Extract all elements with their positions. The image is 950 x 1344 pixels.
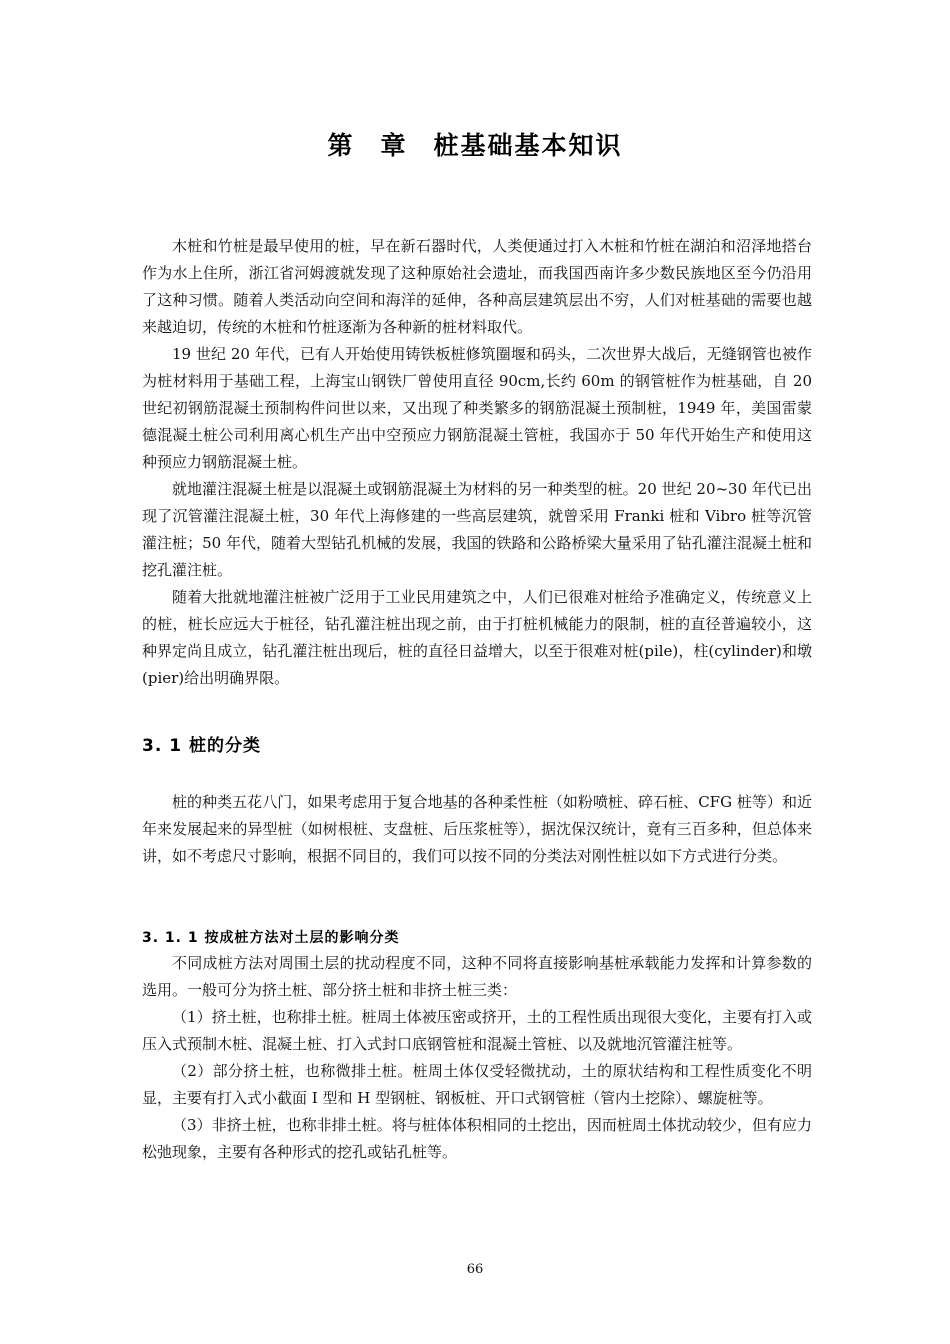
- chapter-label-suffix: 章: [380, 131, 408, 160]
- subsection-title: 按成桩方法对土层的影响分类: [204, 930, 400, 946]
- intro-paragraph: 随着大批就地灌注桩被广泛用于工业民用建筑之中，人们已很难对桩给予准确定义，传统意义上的桩，桩长应远大于桩径，钻孔灌注桩出现之前，由于打桩机械能力的限制，桩的直径普遍较小，这种界定尚且成立，钻孔灌注桩出现后，桩的直径日益增大，以至于很难对桩(pile)，柱(cylinder)和墩(pier)给出明确界限。: [142, 588, 812, 687]
- section-3-1-1-body: [142, 950, 812, 1166]
- subsection-paragraph: （3）非挤土桩，也称非排土桩。将与桩体体积相同的土挖出，因而桩周土体扰动较少，但有应力松弛现象，主要有各种形式的挖孔或钻孔桩等。: [142, 1116, 812, 1161]
- page-number: 66: [466, 1262, 484, 1277]
- section-heading-3-1: [142, 731, 261, 756]
- subsection-number: 3. 1. 1: [142, 930, 199, 946]
- intro-body: [142, 233, 812, 692]
- chapter-title: [0, 126, 950, 162]
- intro-paragraph: 木桩和竹桩是最早使用的桩，早在新石器时代，人类便通过打入木桩和竹桩在湖泊和沼泽地搭台作为水上住所，浙江省河姆渡就发现了这种原始社会遗址，而我国西南许多少数民族地区至今仍沿用了这种习惯。随着人类活动向空间和海洋的延伸，各种高层建筑层出不穷，人们对桩基础的需要也越来越迫切，传统的木桩和竹桩逐渐为各种新的桩材料取代。: [142, 237, 812, 336]
- section-title: 桩的分类: [188, 736, 261, 756]
- section-paragraph: 桩的种类五花八门，如果考虑用于复合地基的各种柔性桩（如粉喷桩、碎石桩、CFG 桩等）和近年来发展起来的异型桩（如树根桩、支盘桩、后压浆桩等），据沈保汉统计，竟有三百多种，但总体来讲，如不考虑尺寸影响，根据不同目的，我们可以按不同的分类法对刚性桩以如下方式进行分类。: [142, 793, 812, 865]
- section-3-1-body: [142, 789, 812, 870]
- intro-paragraph: 19 世纪 20 年代，已有人开始使用铸铁板桩修筑圈堰和码头，二次世界大战后，无缝钢管也被作为桩材料用于基础工程，上海宝山钢铁厂曾使用直径 90cm,长约 60m 的钢管桩作为桩基础，自 20 世纪初钢筋混凝土预制构件问世以来，又出现了种类繁多的钢筋混凝土预制桩，1949 年，美国雷蒙德混凝土桩公司利用离心机生产出中空预应力钢筋混凝土管桩，我国亦于 50 年代开始生产和使用这种预应力钢筋混凝土桩。: [142, 345, 812, 471]
- subsection-paragraph: （2）部分挤土桩，也称微排土桩。桩周土体仅受轻微扰动，土的原状结构和工程性质变化不明显，主要有打入式小截面 I 型和 H 型钢桩、钢板桩、开口式钢管桩（管内土挖除）、螺旋桩等。: [142, 1062, 812, 1107]
- subsection-paragraph: 不同成桩方法对周围土层的扰动程度不同，这种不同将直接影响基桩承载能力发挥和计算参数的选用。一般可分为挤土桩、部分挤土桩和非挤土桩三类：: [142, 954, 812, 999]
- chapter-title-text: 桩基础基本知识: [433, 131, 623, 160]
- subsection-heading-3-1-1: [142, 927, 399, 947]
- section-number: 3. 1: [142, 736, 183, 756]
- chapter-label-prefix: 第: [327, 131, 355, 160]
- intro-paragraph: 就地灌注混凝土桩是以混凝土或钢筋混凝土为材料的另一种类型的桩。20 世纪 20~30 年代已出现了沉管灌注混凝土桩，30 年代上海修建的一些高层建筑，就曾采用 Franki 桩和 Vibro 桩等沉管灌注桩；50 年代，随着大型钻孔机械的发展，我国的铁路和公路桥梁大量采用了钻孔灌注混凝土桩和挖孔灌注桩。: [142, 480, 812, 579]
- subsection-paragraph: （1）挤土桩，也称排土桩。桩周土体被压密或挤开，土的工程性质出现很大变化，主要有打入或压入式预制木桩、混凝土桩、打入式封口底钢管桩和混凝土管桩、以及就地沉管灌注桩等。: [142, 1008, 812, 1053]
